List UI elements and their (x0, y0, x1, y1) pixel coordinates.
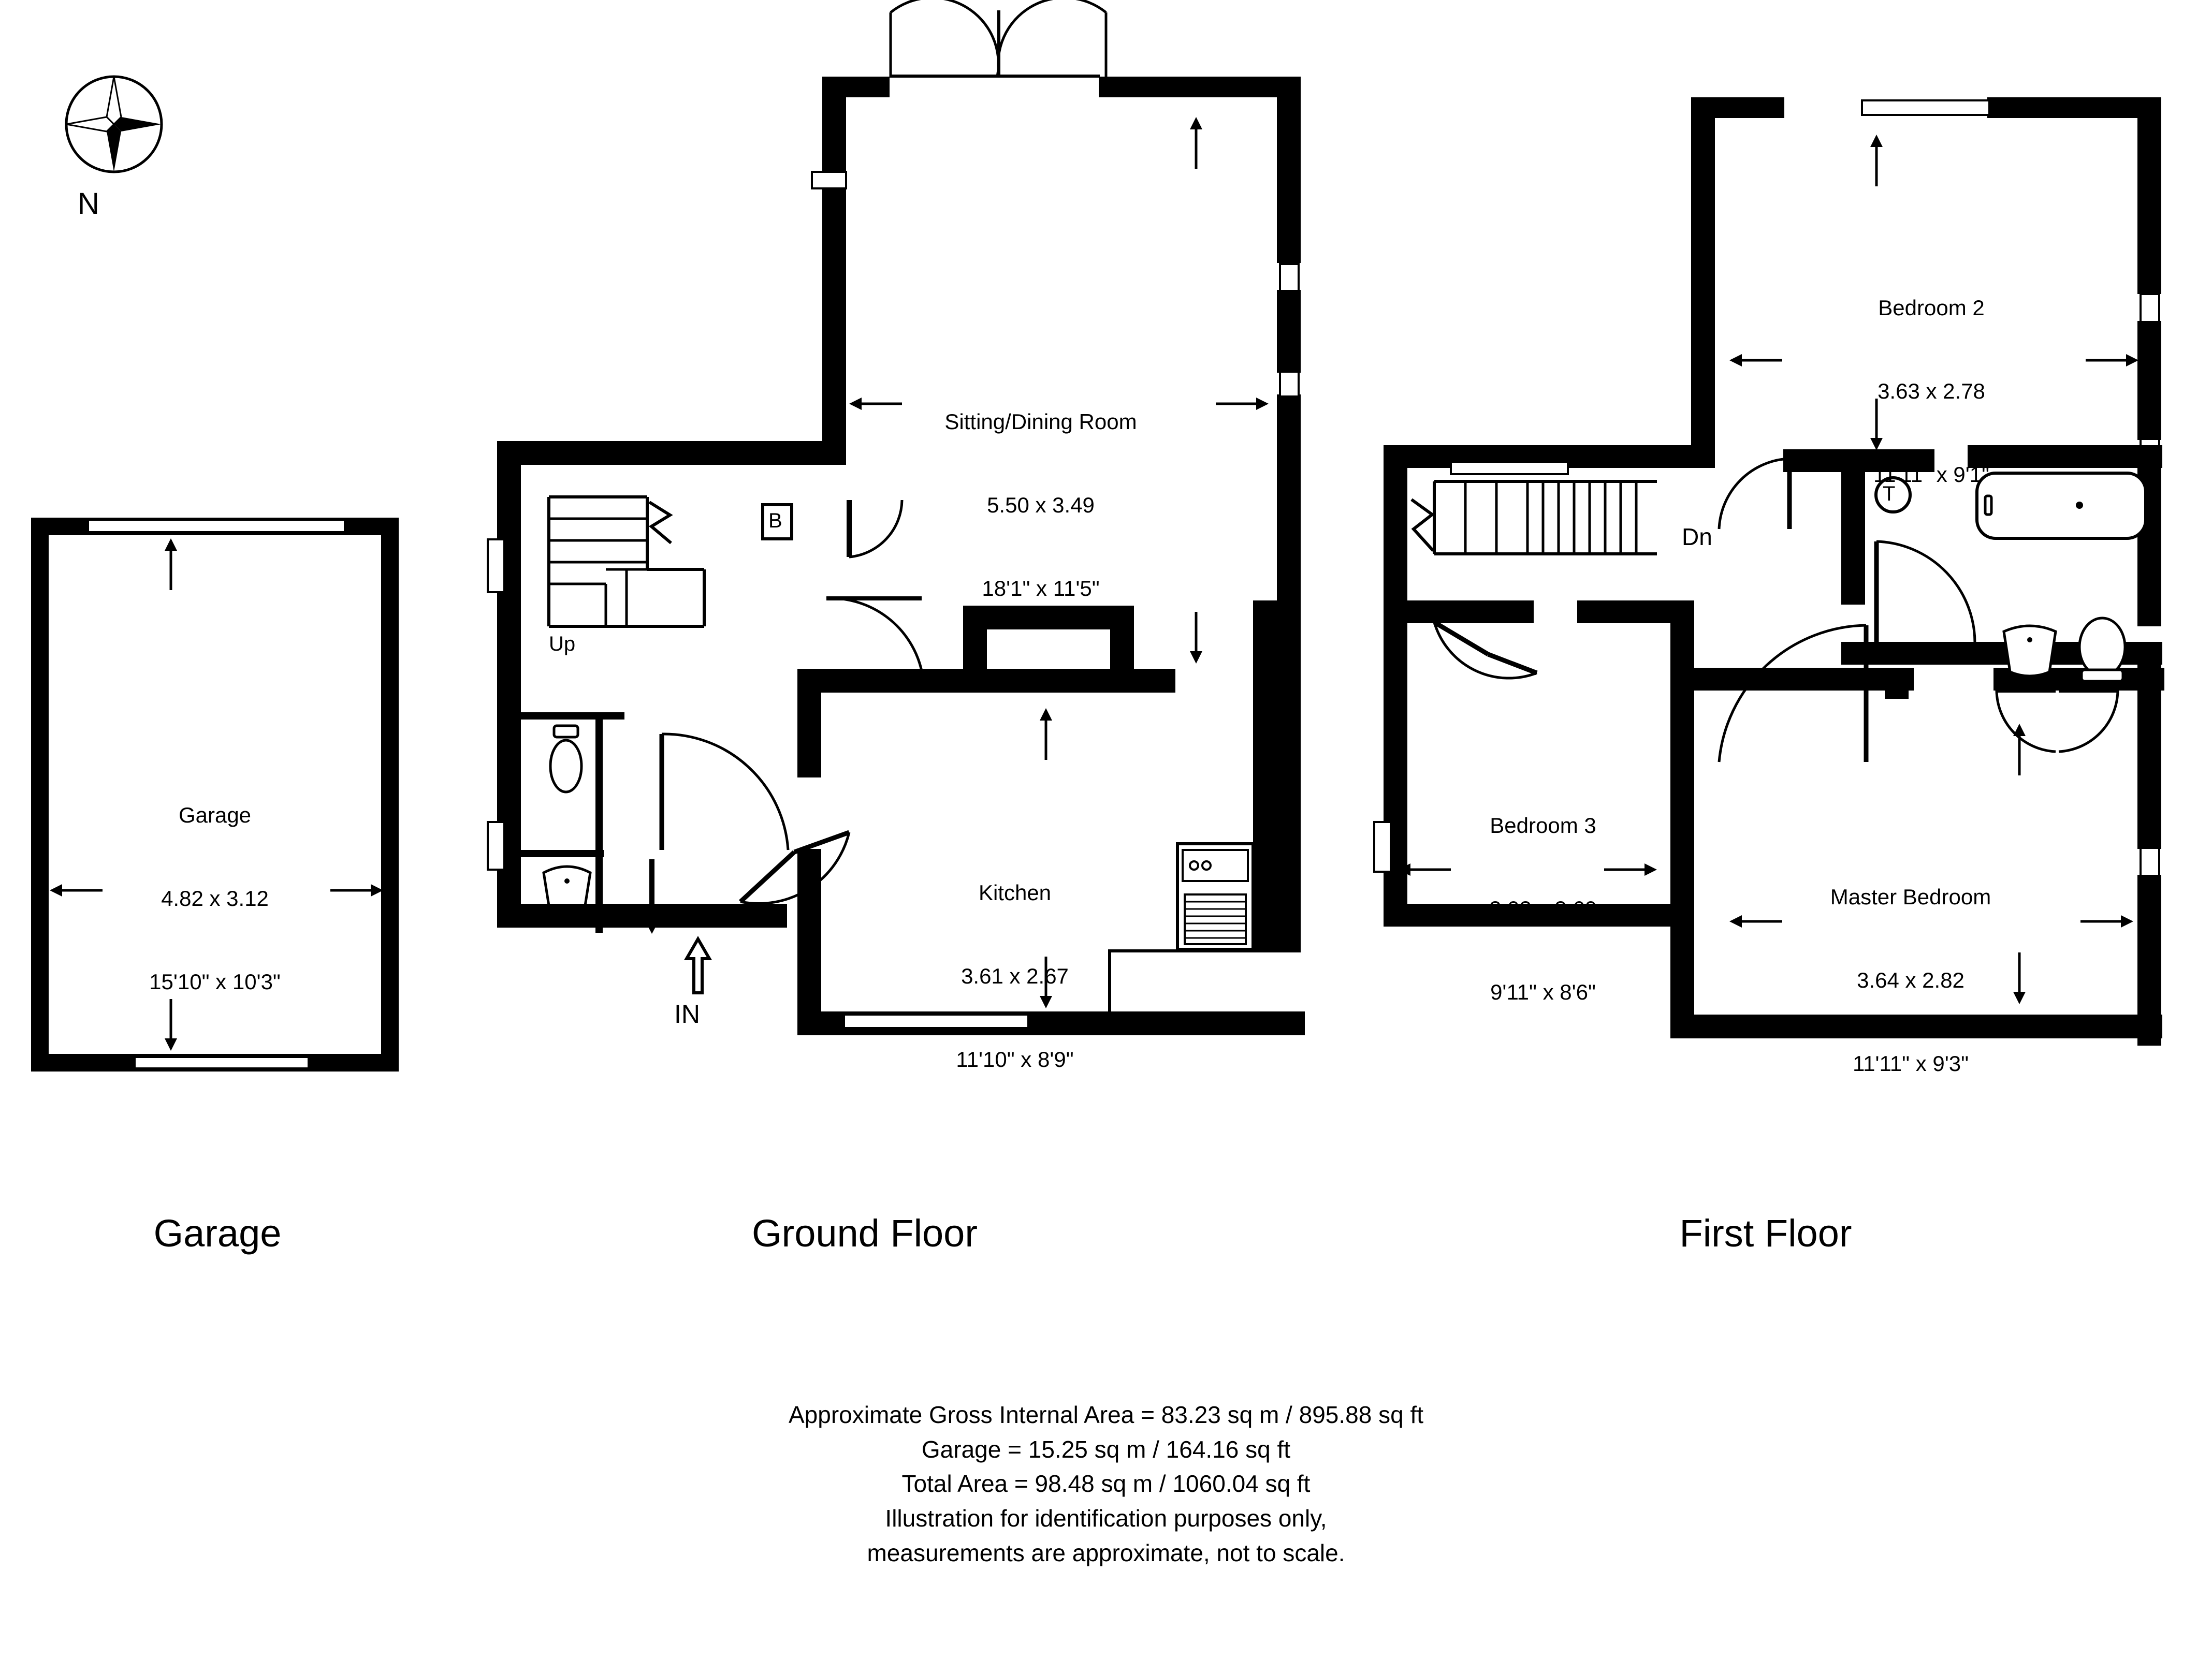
tank-label: T (1883, 482, 1896, 505)
compass-rose-icon (62, 72, 166, 176)
stairs-up-label: Up (549, 633, 576, 655)
room-name: Kitchen (978, 880, 1052, 905)
section-title-garage: Garage (153, 1212, 282, 1255)
room-name: Garage (178, 802, 252, 827)
dimension-arrow-vertical (1036, 708, 1056, 765)
room-imperial: 18'1" x 11'5" (982, 576, 1100, 600)
room-name: Sitting/Dining Room (944, 409, 1137, 434)
stair-break-icon (1406, 497, 1443, 554)
sink-icon (539, 863, 595, 920)
room-imperial: 11'11" x 9'3" (1852, 1051, 1969, 1076)
door-swing-icon (1714, 621, 1869, 766)
door-swing-icon (1873, 538, 1977, 647)
entrance-label: IN (674, 1000, 700, 1029)
door-swing-icon (1429, 616, 1543, 678)
boiler-label: B (768, 509, 782, 532)
room-metric: 3.63 x 2.78 (1878, 378, 1985, 403)
door-swing-icon (1715, 456, 1793, 533)
section-title-first-floor: First Floor (1679, 1212, 1852, 1255)
room-label-master-bedroom (1755, 827, 2066, 1133)
dimension-arrow-vertical (161, 538, 181, 595)
stair-break-icon (644, 500, 680, 546)
room-label-bedroom-2 (1786, 238, 2076, 544)
room-metric: 4.82 x 3.12 (161, 886, 269, 911)
room-name: Master Bedroom (1830, 884, 1991, 909)
room-label-kitchen (880, 823, 1149, 1129)
dimension-arrow-horizontal (1212, 393, 1269, 414)
stairs-up-icon (549, 497, 704, 626)
dimension-arrow-vertical (2009, 724, 2030, 781)
door-swing-icon (735, 823, 854, 906)
toilet-icon (2071, 616, 2133, 683)
room-metric: 3.61 x 2.67 (961, 963, 1069, 988)
toilet-icon (543, 725, 589, 802)
stairs-down-icon (1434, 481, 1657, 600)
room-metric: 5.50 x 3.49 (987, 492, 1095, 517)
footer-line-total-area: Total Area = 98.48 sq m / 1060.04 sq ft (901, 1470, 1311, 1498)
compass-north-label: N (78, 187, 99, 221)
dimension-arrow-vertical (1186, 117, 1206, 174)
footer-notes (0, 1398, 2212, 1570)
footer-line-gross-area: Approximate Gross Internal Area = 83.23 sq m / 895.88 sq ft (788, 1401, 1424, 1428)
arrow-icon (640, 911, 664, 935)
dimension-arrow-vertical (1866, 135, 1887, 192)
dimension-arrow-horizontal (2076, 911, 2133, 932)
dimension-arrow-horizontal (2082, 350, 2138, 371)
room-label-bedroom-3 (1398, 756, 1688, 1062)
room-name: Bedroom 3 (1490, 813, 1596, 838)
section-title-ground-floor: Ground Floor (752, 1212, 978, 1255)
room-imperial: 11'10" x 8'9" (956, 1047, 1074, 1072)
room-metric: 3.64 x 2.82 (1857, 967, 1964, 992)
room-imperial: 9'11" x 8'6" (1490, 980, 1596, 1004)
sink-icon (1999, 624, 2061, 681)
room-label-sitting-dining (875, 352, 1206, 658)
footer-line-disclaimer-1: Illustration for identification purposes only, (885, 1505, 1327, 1532)
room-imperial: 11'11" x 9'1" (1873, 462, 1990, 487)
room-label-garage (78, 745, 352, 1051)
entrance-arrow-icon (683, 938, 712, 995)
footer-line-disclaimer-2: measurements are approximate, not to scale. (867, 1539, 1345, 1566)
stairs-down-label: Dn (1682, 523, 1712, 550)
oven-icon (1176, 843, 1254, 950)
room-imperial: 15'10" x 10'3" (149, 970, 281, 994)
footer-line-garage-area: Garage = 15.25 sq m / 164.16 sq ft (921, 1435, 1291, 1463)
door-swing-icon (890, 11, 1107, 79)
room-metric: 3.03 x 2.60 (1489, 896, 1597, 921)
dimension-arrow-horizontal (1729, 350, 1786, 371)
room-name: Bedroom 2 (1878, 295, 1985, 320)
